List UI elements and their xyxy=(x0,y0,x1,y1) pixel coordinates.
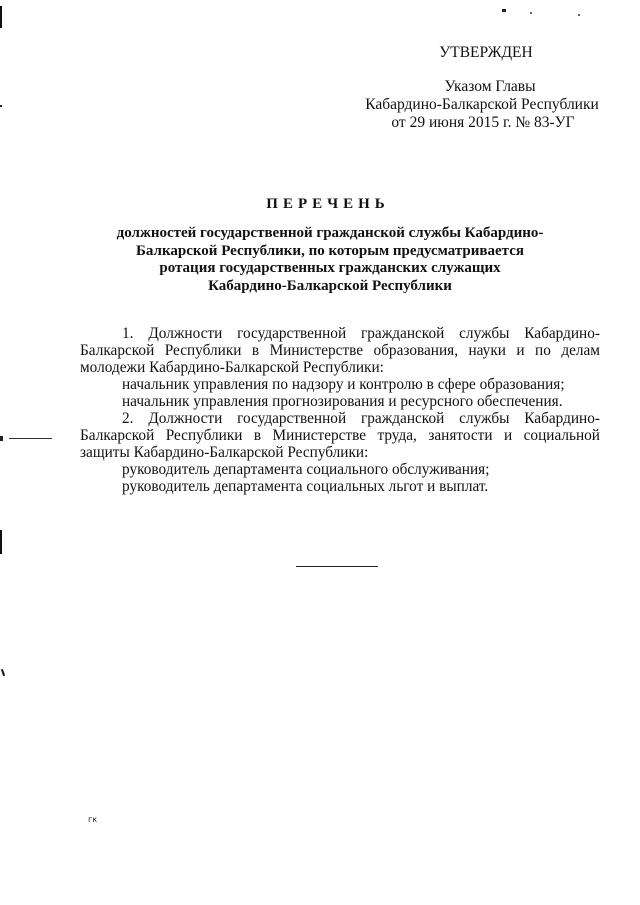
section-1-paragraph: 1. Должности государственной гражданской службы Кабардино-Балкарской Республики в Министерстве образования, науки и по делам молодежи Кабардино-Балкарской Республики: xyxy=(80,325,600,376)
section-2-paragraph: 2. Должности государственной гражданской службы Кабардино-Балкарской Республики в Министерстве труда, занятости и социальной защиты Кабардино-Балкарской Республики: xyxy=(80,410,600,461)
document-body xyxy=(80,325,600,495)
subtitle-line: должностей государственной гражданской службы Кабардино- xyxy=(116,225,544,241)
section-2-item: руководитель департамента социального обслуживания; xyxy=(122,461,490,478)
end-separator-line xyxy=(296,566,378,567)
approval-line-2: Кабардино-Балкарской Республики xyxy=(365,96,599,113)
scan-artifact-mark: гк xyxy=(88,815,98,824)
scan-artifact-edge xyxy=(1,669,5,676)
document-subtitle xyxy=(110,225,550,295)
approval-heading: УТВЕРЖДЕН xyxy=(439,44,533,61)
subtitle-line: Балкарской Республики, по которым предусматривается xyxy=(135,242,524,259)
scan-artifact-dot xyxy=(530,12,532,14)
subtitle-line: Кабардино-Балкарской Республики xyxy=(208,277,452,294)
approval-block xyxy=(340,44,620,132)
document-title: ПЕРЕЧЕНЬ xyxy=(266,196,390,212)
scan-artifact-dot xyxy=(502,9,506,12)
section-2-item: руководитель департамента социальных льгот и выплат. xyxy=(122,478,489,495)
scan-artifact-edge xyxy=(0,530,2,554)
subtitle-line: ротация государственных гражданских служащих xyxy=(159,260,501,276)
scan-artifact-line xyxy=(9,438,52,439)
section-1-item: начальник управления прогнозирования и ресурсного обеспечения. xyxy=(122,393,563,410)
scan-artifact-dot xyxy=(0,105,2,107)
scan-artifact-dot xyxy=(0,436,3,441)
approval-line-3: от 29 июня 2015 г. № 83-УГ xyxy=(391,114,575,131)
section-1-item: начальник управления по надзору и контролю в сфере образования; xyxy=(122,376,565,393)
scan-artifact-dot xyxy=(578,14,580,16)
scan-artifact-edge xyxy=(0,6,2,28)
approval-line-1: Указом Главы xyxy=(444,78,536,95)
